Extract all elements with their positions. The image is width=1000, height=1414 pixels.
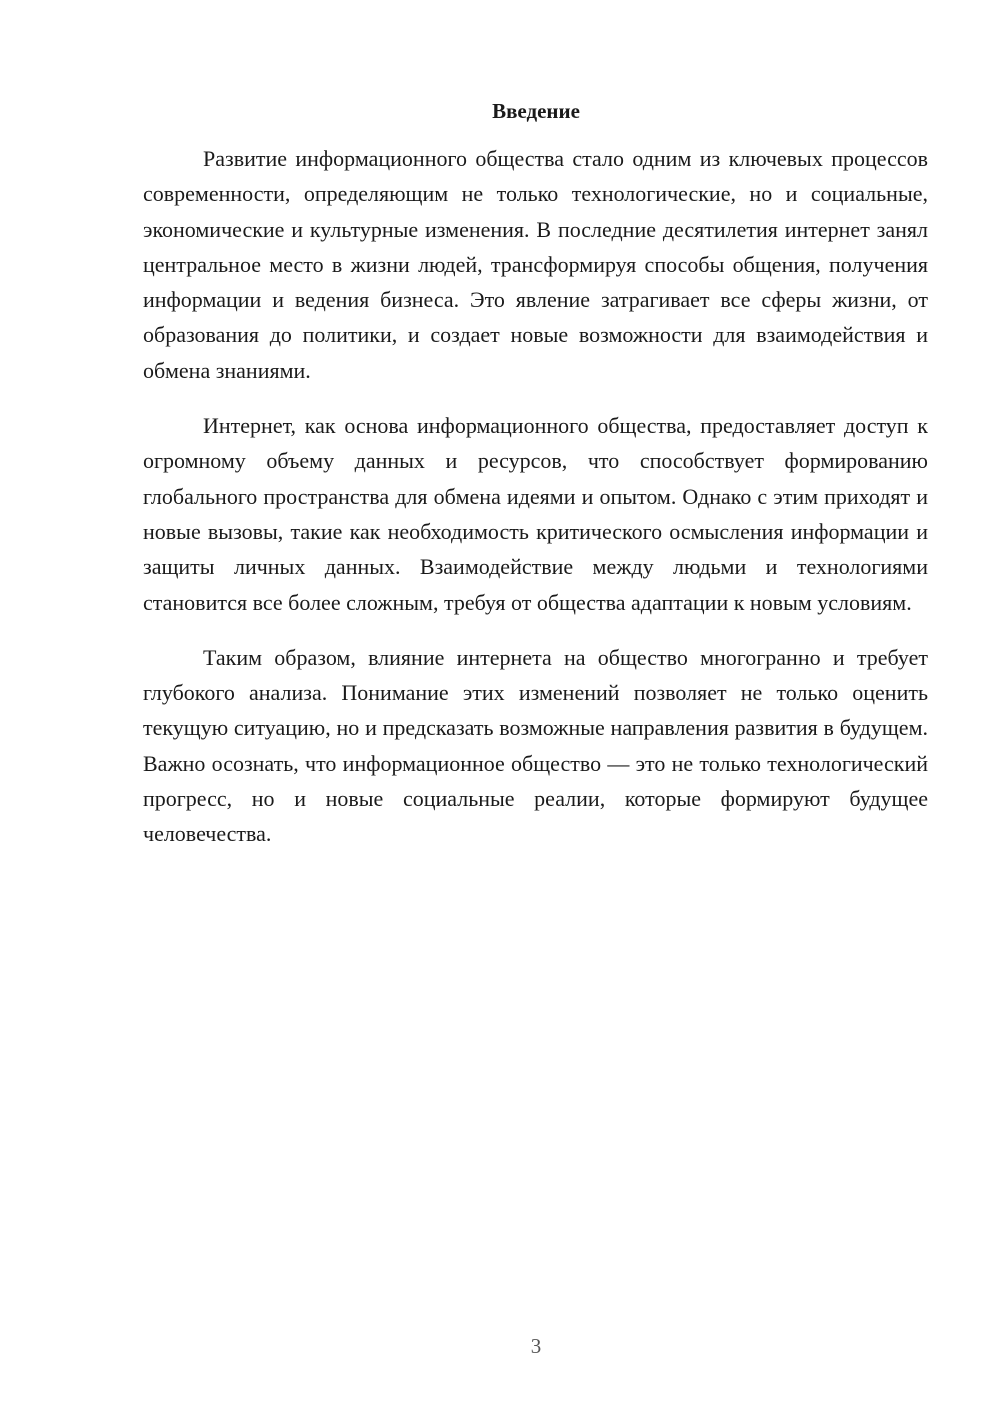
body-text bbox=[143, 141, 928, 852]
section-title: Введение bbox=[492, 99, 580, 123]
paragraph-3: Таким образом, влияние интернета на общество многогранно и требует глубокого анализа. Понимание этих изменений позволяет не только оценить текущую ситуацию, но и предсказать возможные направления развития в будущем. Важно осознать, что информационное общество — это не только технологический прогресс, но и новые социальные реалии, которые формируют будущее человечества. bbox=[143, 644, 928, 847]
page-number: 3 bbox=[530, 1334, 542, 1358]
paragraph-2: Интернет, как основа информационного общества, предоставляет доступ к огромному объему данных и ресурсов, что способствует формированию глобального пространства для обмена идеями и опытом. Однако с этим приходят и новые вызовы, такие как необходимость критического осмысления информации и защиты личных данных. Взаимодействие между людьми и технологиями становится все более сложным, требуя от общества адаптации к новым условиям. bbox=[143, 413, 928, 615]
paragraph-1: Развитие информационного общества стало одним из ключевых процессов современности, определяющим не только технологические, но и социальные, экономические и культурные изменения. В последние десятилетия интернет занял центральное место в жизни людей, трансформируя способы общения, получения информации и ведения бизнеса. Это явление затрагивает все сферы жизни, от образования до политики, и создает новые возможности для взаимодействия и обмена знаниями. bbox=[143, 146, 928, 383]
